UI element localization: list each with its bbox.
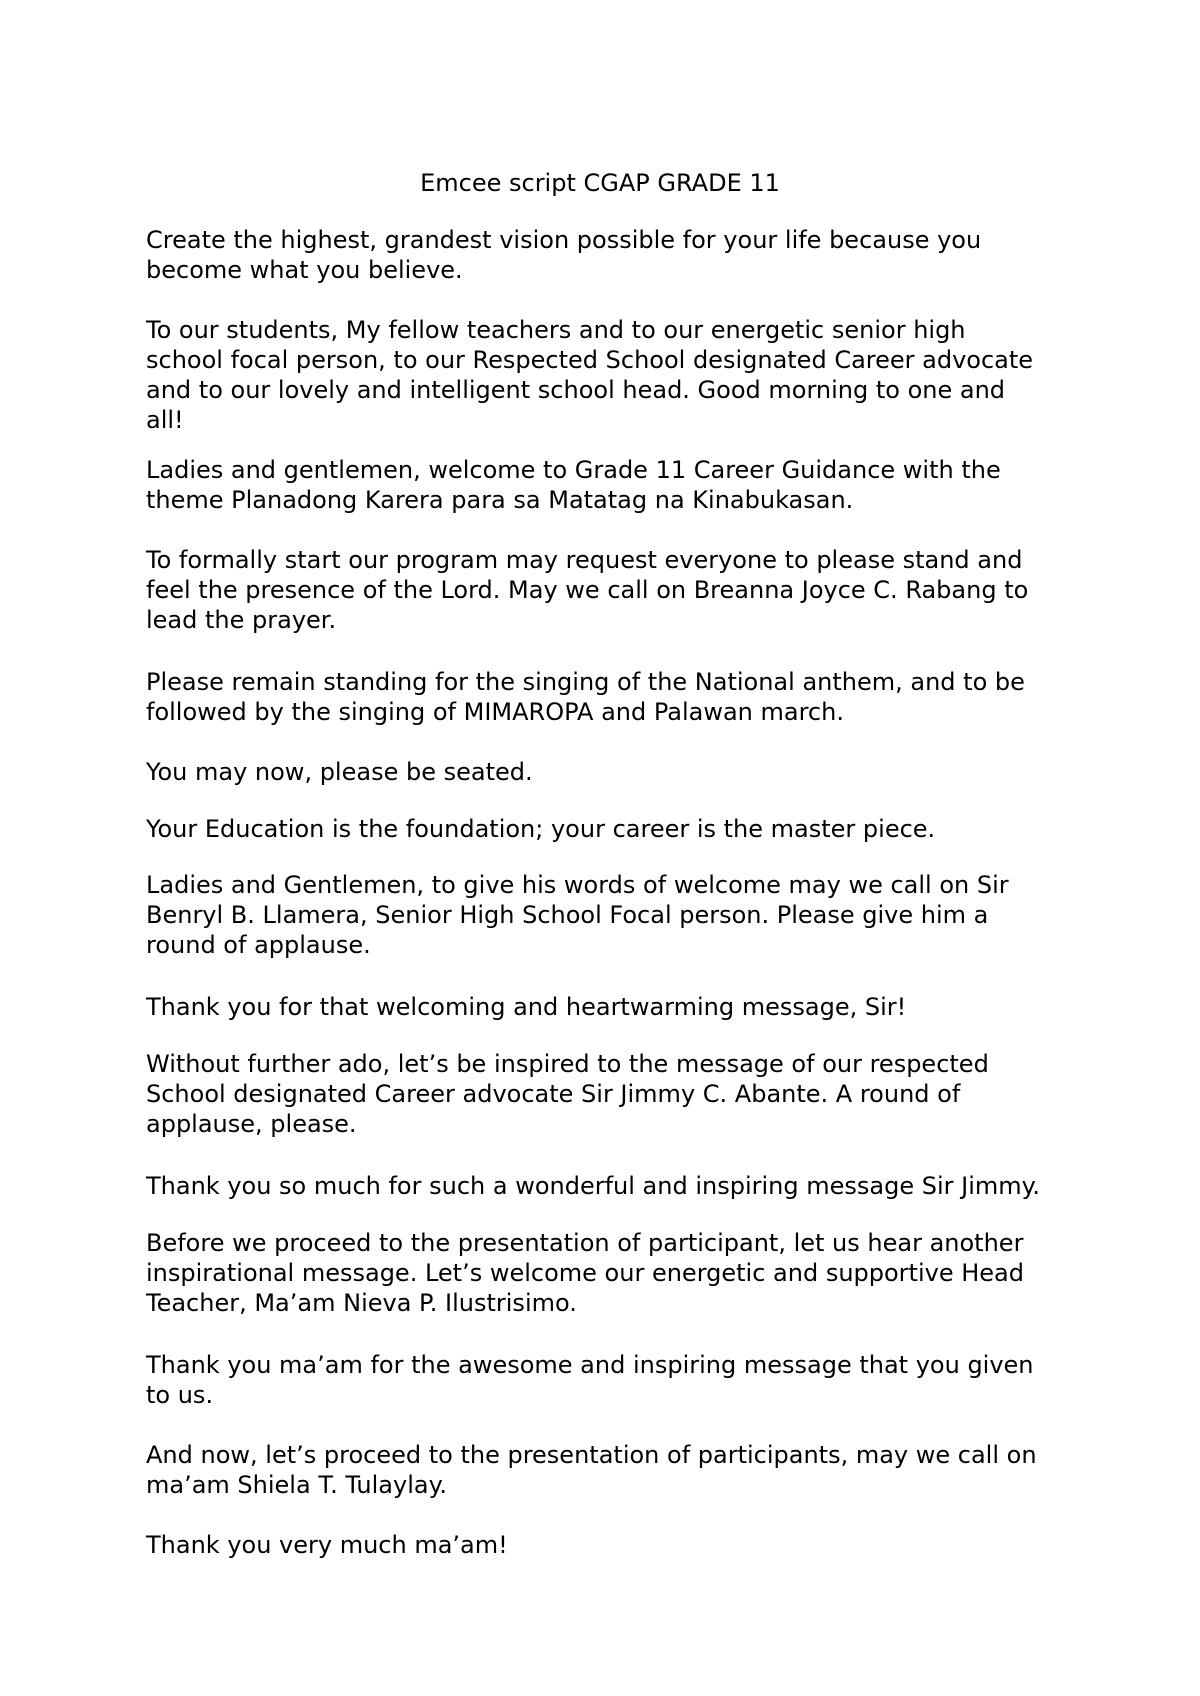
paragraph-line: school focal person, to our Respected School designated Career advocate xyxy=(146,346,1034,374)
paragraph-thanks-sir xyxy=(146,992,1066,1022)
paragraph-line: You may now, please be seated. xyxy=(146,758,533,786)
paragraph-line: Teacher, Ma’am Nieva P. Ilustrisimo. xyxy=(146,1289,577,1317)
paragraph-seated xyxy=(146,757,1066,787)
paragraph-line: all! xyxy=(146,406,184,434)
paragraph-line: To formally start our program may request everyone to please stand and xyxy=(146,546,1023,574)
paragraph-line: lead the prayer. xyxy=(146,606,337,634)
paragraph-greeting xyxy=(146,315,1066,435)
paragraph-thanks-jimmy xyxy=(146,1171,1066,1201)
paragraph-closing-thanks xyxy=(146,1530,1066,1560)
paragraph-line: theme Planadong Karera para sa Matatag na Kinabukasan. xyxy=(146,486,854,514)
paragraph-line: inspirational message. Let’s welcome our energetic and supportive Head xyxy=(146,1259,1024,1287)
paragraph-line: and to our lovely and intelligent school head. Good morning to one and xyxy=(146,376,1006,404)
paragraph-vision xyxy=(146,225,1066,285)
paragraph-line: To our students, My fellow teachers and to our energetic senior high xyxy=(146,316,966,344)
paragraph-line: Thank you for that welcoming and heartwarming message, Sir! xyxy=(146,993,907,1021)
paragraph-line: Benryl B. Llamera, Senior High School Focal person. Please give him a xyxy=(146,901,989,929)
paragraph-line: Ladies and gentlemen, welcome to Grade 11 Career Guidance with the xyxy=(146,456,1001,484)
paragraph-line: followed by the singing of MIMAROPA and Palawan march. xyxy=(146,698,844,726)
paragraph-head-teacher xyxy=(146,1228,1066,1318)
paragraph-education-quote xyxy=(146,814,1066,844)
paragraph-line: to us. xyxy=(146,1381,214,1409)
paragraph-anthem xyxy=(146,667,1066,727)
paragraph-line: Thank you so much for such a wonderful and inspiring message Sir Jimmy. xyxy=(146,1172,1041,1200)
paragraph-line: School designated Career advocate Sir Jimmy C. Abante. A round of xyxy=(146,1080,961,1108)
paragraph-prayer xyxy=(146,545,1066,635)
paragraph-line: Ladies and Gentlemen, to give his words of welcome may we call on Sir xyxy=(146,871,1009,899)
paragraph-career-advocate xyxy=(146,1049,1066,1139)
paragraph-line: round of applause. xyxy=(146,931,371,959)
paragraph-line: Thank you ma’am for the awesome and inspiring message that you given xyxy=(146,1351,1034,1379)
paragraph-welcome xyxy=(146,455,1066,515)
document-title: Emcee script CGAP GRADE 11 xyxy=(420,169,780,197)
paragraph-line: Before we proceed to the presentation of participant, let us hear another xyxy=(146,1229,1024,1257)
paragraph-line: Without further ado, let’s be inspired to the message of our respected xyxy=(146,1050,989,1078)
paragraph-line: applause, please. xyxy=(146,1110,357,1138)
paragraph-welcome-speaker xyxy=(146,870,1066,960)
paragraph-line: And now, let’s proceed to the presentation of participants, may we call on xyxy=(146,1441,1037,1469)
paragraph-line: Create the highest, grandest vision possible for your life because you xyxy=(146,226,982,254)
paragraph-line: Please remain standing for the singing of the National anthem, and to be xyxy=(146,668,1025,696)
paragraph-line: ma’am Shiela T. Tulaylay. xyxy=(146,1471,447,1499)
paragraph-line: Your Education is the foundation; your career is the master piece. xyxy=(146,815,936,843)
paragraph-line: Thank you very much ma’am! xyxy=(146,1531,508,1559)
paragraph-line: become what you believe. xyxy=(146,256,463,284)
paragraph-participants xyxy=(146,1440,1066,1500)
paragraph-line: feel the presence of the Lord. May we call on Breanna Joyce C. Rabang to xyxy=(146,576,1029,604)
paragraph-thanks-maam xyxy=(146,1350,1066,1410)
